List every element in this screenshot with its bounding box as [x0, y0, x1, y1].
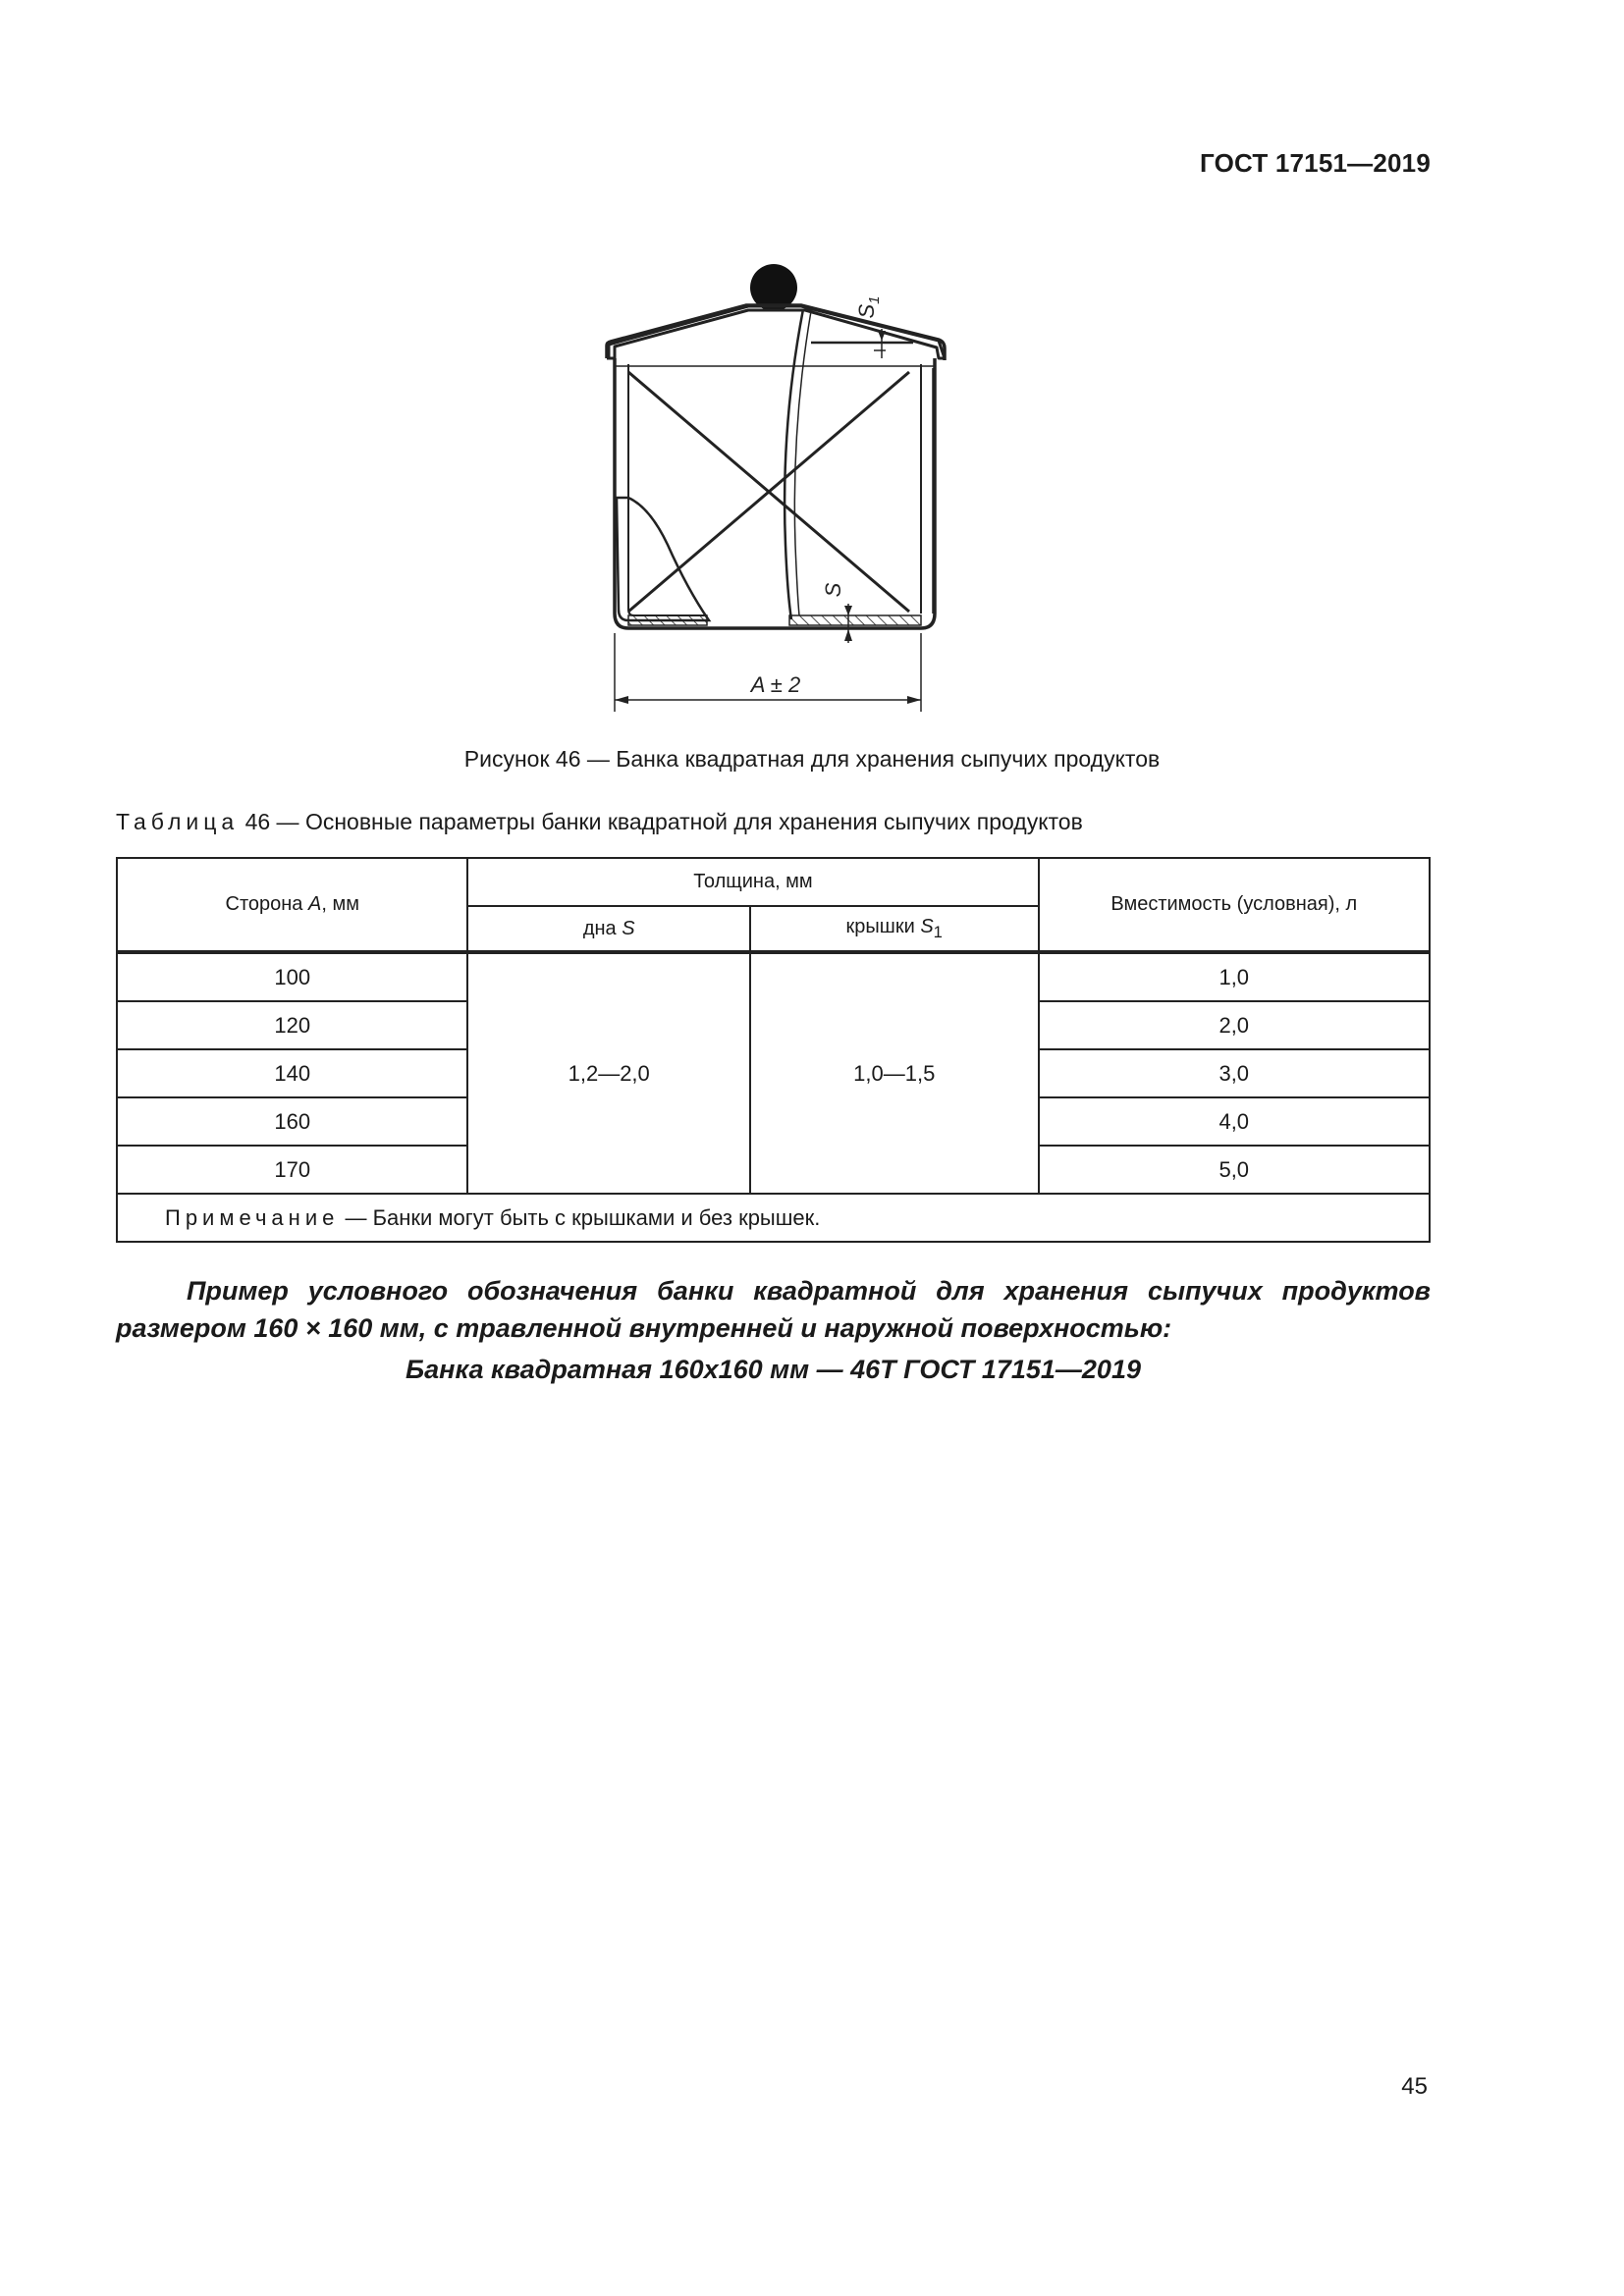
table-row [117, 952, 1430, 1001]
cell-side: 100 [117, 952, 467, 1001]
table-label: Таблица [116, 809, 240, 834]
example-lead: Пример условного обозначения банки квадратной для хранения сыпучих продуктов размером 160 × 160 мм, с травленной внутренней и наружной поверхностью: [116, 1276, 1431, 1343]
header-thickness: Толщина, мм [467, 858, 1038, 906]
header-bottom-thickness: дна S [467, 906, 750, 952]
note-text: — Банки могут быть с крышками и без крышек. [339, 1204, 821, 1230]
lid-outline [609, 306, 945, 358]
cell-capacity: 3,0 [1039, 1049, 1430, 1097]
square-jar-drawing [589, 250, 962, 721]
s-label: S [821, 582, 845, 598]
document-code: ГОСТ 17151—2019 [1200, 148, 1431, 178]
header-side: Сторона A, мм [117, 858, 467, 952]
figure-46-drawing [589, 250, 962, 721]
note-label: Примечание [165, 1204, 340, 1230]
figure-caption: Рисунок 46 — Банка квадратная для хранения сыпучих продуктов [463, 746, 1161, 772]
header-capacity: Вместимость (условная), л [1039, 858, 1430, 952]
cell-side: 140 [117, 1049, 467, 1097]
cell-capacity: 2,0 [1039, 1001, 1430, 1049]
cell-lid-thickness: 1,0—1,5 [750, 952, 1039, 1194]
designation-example [116, 1272, 1431, 1388]
cell-bottom-thickness: 1,2—2,0 [467, 952, 750, 1194]
parameters-table [116, 857, 1431, 1243]
header-lid-thickness: крышки $S_1$ [750, 906, 1039, 952]
width-label: A ± 2 [750, 672, 801, 697]
cell-capacity: 5,0 [1039, 1146, 1430, 1194]
table-title [116, 809, 1083, 835]
page-number: 45 [1401, 2073, 1428, 2100]
table-note-row [117, 1194, 1430, 1242]
cell-side: 120 [117, 1001, 467, 1049]
cell-capacity: 1,0 [1039, 952, 1430, 1001]
cell-side: 170 [117, 1146, 467, 1194]
s1-label: $S_1$ [854, 295, 883, 319]
example-designation: Банка квадратная 160х160 мм — 46Т ГОСТ 17151—2019 [406, 1355, 1141, 1384]
cell-side: 160 [117, 1097, 467, 1146]
table-note [117, 1194, 1430, 1242]
cell-capacity: 4,0 [1039, 1097, 1430, 1146]
table-title-text: 46 — Основные параметры банки квадратной для хранения сыпучих продуктов [244, 809, 1083, 834]
